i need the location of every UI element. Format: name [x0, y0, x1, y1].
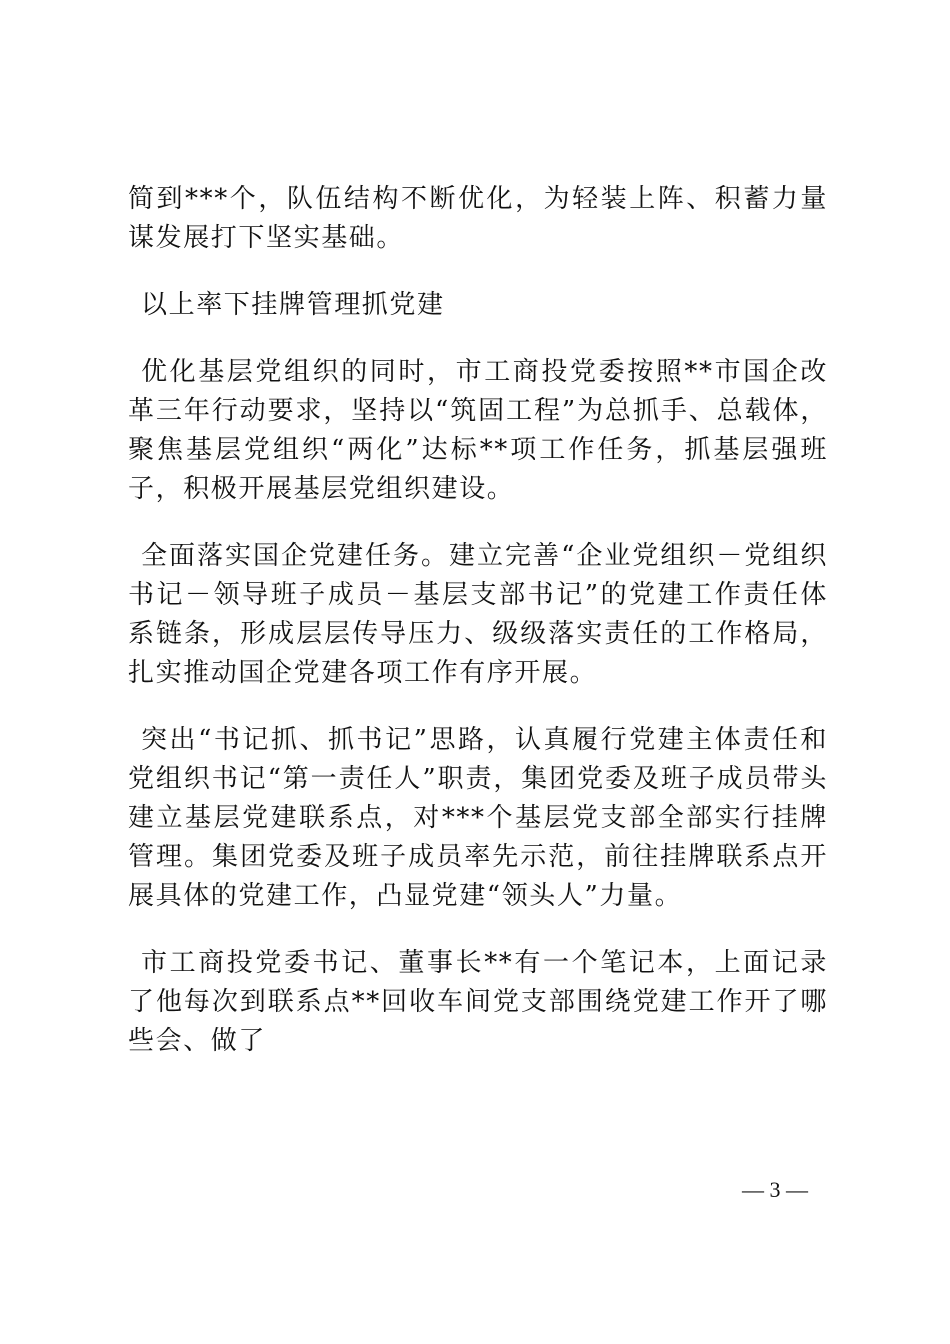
paragraph: 全面落实国企党建任务。建立完善“企业党组织－党组织书记－领导班子成员－基层支部书记”的党建工作责任体系链条，形成层层传导压力、级级落实责任的工作格局，扎实推动国企党建各项工作有序开展。 [128, 541, 828, 688]
page-number: — 3 — [742, 1177, 808, 1202]
section-heading: 以上率下挂牌管理抓党建 [141, 290, 445, 320]
document-body [128, 180, 828, 1089]
paragraph: 突出“书记抓、抓书记”思路，认真履行党建主体责任和党组织书记“第一责任人”职责，集团党委及班子成员带头建立基层党建联系点，对***个基层党支部全部实行挂牌管理。集团党委及班子成员率先示范，前往挂牌联系点开展具体的党建工作，凸显党建“领头人”力量。 [128, 725, 828, 911]
paragraph: 市工商投党委书记、董事长**有一个笔记本，上面记录了他每次到联系点**回收车间党支部围绕党建工作开了哪些会、做了 [128, 948, 828, 1056]
paragraph: 优化基层党组织的同时，市工商投党委按照**市国企改革三年行动要求，坚持以“筑固工程”为总抓手、总载体，聚焦基层党组织“两化”达标**项工作任务，抓基层强班子，积极开展基层党组织建设。 [128, 357, 828, 504]
paragraph-continued: 简到***个，队伍结构不断优化，为轻装上阵、积蓄力量谋发展打下坚实基础。 [128, 184, 828, 253]
